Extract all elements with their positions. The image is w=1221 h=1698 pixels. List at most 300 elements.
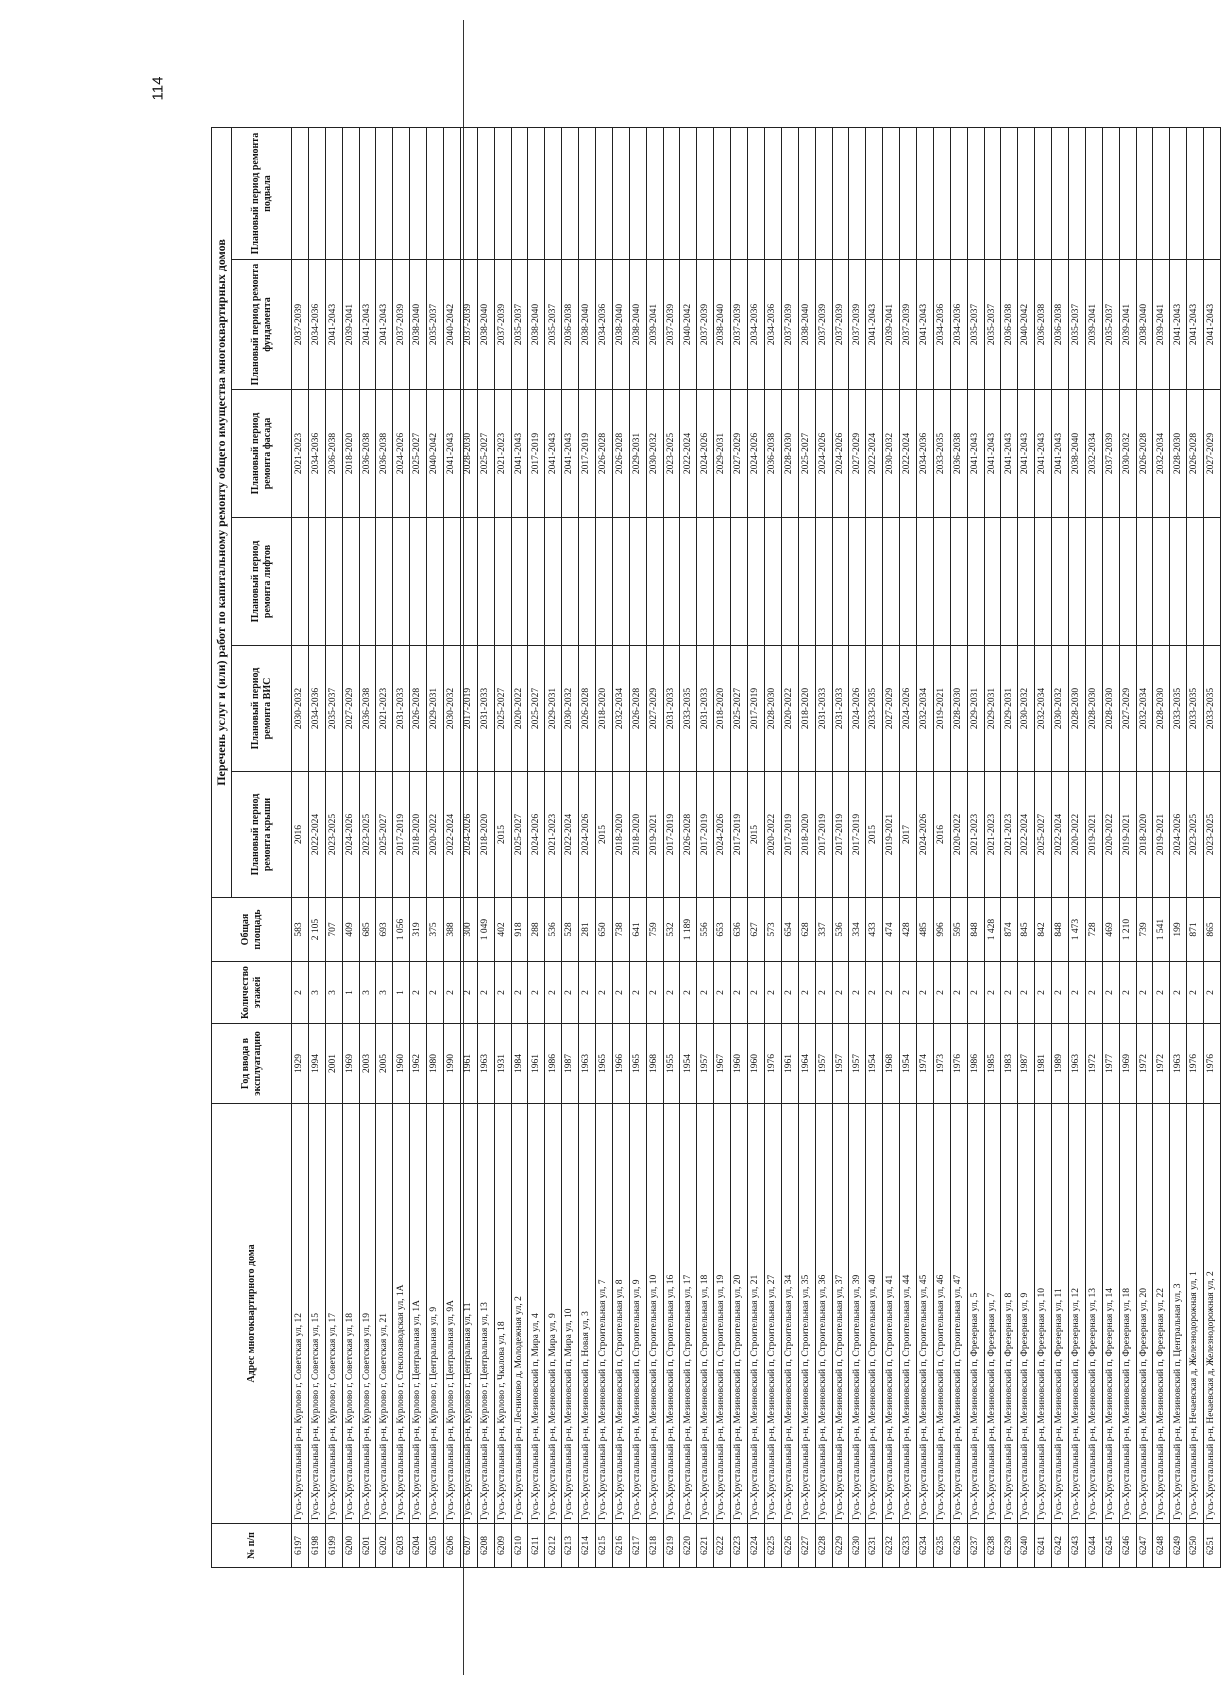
cell-lift xyxy=(1001,518,1018,646)
cell-floors: 3 xyxy=(359,962,376,1024)
cell-facade: 2027-2029 xyxy=(731,390,748,518)
cell-address: Гусь-Хрустальный р-н, Мезиновский п, Мира ул, 9 xyxy=(545,1104,562,1524)
cell-address: Гусь-Хрустальный р-н, Мезиновский п, Строительная ул, 40 xyxy=(866,1104,883,1524)
cell-area: 1 189 xyxy=(680,898,697,962)
cell-num: 6211 xyxy=(528,1524,545,1568)
cell-vis: 2027-2029 xyxy=(1119,646,1136,772)
cell-roof: 2021-2023 xyxy=(1001,772,1018,898)
cell-lift xyxy=(292,518,309,646)
cell-num: 6206 xyxy=(444,1524,461,1568)
cell-num: 6236 xyxy=(950,1524,967,1568)
cell-num: 6213 xyxy=(562,1524,579,1568)
cell-vis: 2029-2031 xyxy=(1001,646,1018,772)
cell-basement xyxy=(1153,128,1170,260)
cell-num: 6207 xyxy=(460,1524,477,1568)
cell-floors: 2 xyxy=(612,962,629,1024)
cell-year: 1986 xyxy=(545,1024,562,1104)
cell-foundation: 2036-2038 xyxy=(1035,260,1052,390)
cell-year: 1960 xyxy=(393,1024,410,1104)
cell-roof: 2016 xyxy=(933,772,950,898)
cell-basement xyxy=(579,128,596,260)
table-row xyxy=(1204,128,1221,1568)
cell-foundation: 2041-2043 xyxy=(325,260,342,390)
cell-vis: 2033-2035 xyxy=(866,646,883,772)
cell-year: 1960 xyxy=(748,1024,765,1104)
cell-lift xyxy=(1170,518,1187,646)
cell-vis: 2020-2022 xyxy=(511,646,528,772)
cell-num: 6216 xyxy=(612,1524,629,1568)
cell-foundation: 2037-2039 xyxy=(832,260,849,390)
cell-area: 739 xyxy=(1136,898,1153,962)
cell-vis: 2031-2033 xyxy=(815,646,832,772)
cell-vis: 2017-2019 xyxy=(460,646,477,772)
cell-basement xyxy=(680,128,697,260)
cell-area: 474 xyxy=(883,898,900,962)
cell-vis: 2030-2032 xyxy=(444,646,461,772)
cell-lift xyxy=(1085,518,1102,646)
cell-lift xyxy=(967,518,984,646)
cell-basement xyxy=(697,128,714,260)
cell-basement xyxy=(376,128,393,260)
cell-roof: 2022-2024 xyxy=(1018,772,1035,898)
cell-vis: 2030-2032 xyxy=(1018,646,1035,772)
cell-address: Гусь-Хрустальный р-н, Нечаевская д, Железнодорожная ул, 2 xyxy=(1204,1104,1221,1524)
cell-num: 6243 xyxy=(1068,1524,1085,1568)
cell-basement xyxy=(1170,128,1187,260)
cell-vis: 2032-2034 xyxy=(612,646,629,772)
table-row xyxy=(798,128,815,1568)
cell-facade: 2017-2019 xyxy=(579,390,596,518)
cell-foundation: 2039-2041 xyxy=(1119,260,1136,390)
cell-roof: 2024-2026 xyxy=(579,772,596,898)
cell-area: 485 xyxy=(916,898,933,962)
cell-basement xyxy=(798,128,815,260)
cell-roof: 2019-2021 xyxy=(883,772,900,898)
cell-lift xyxy=(764,518,781,646)
cell-floors: 2 xyxy=(849,962,866,1024)
cell-year: 1931 xyxy=(494,1024,511,1104)
cell-facade: 2032-2034 xyxy=(1085,390,1102,518)
cell-address: Гусь-Хрустальный р-н, Мезиновский п, Строительная ул, 45 xyxy=(916,1104,933,1524)
cell-address: Гусь-Хрустальный р-н, Мезиновский п, Мира ул, 10 xyxy=(562,1104,579,1524)
cell-area: 334 xyxy=(849,898,866,962)
cell-roof: 2015 xyxy=(748,772,765,898)
cell-roof: 2020-2022 xyxy=(950,772,967,898)
cell-vis: 2028-2030 xyxy=(1102,646,1119,772)
cell-area: 636 xyxy=(731,898,748,962)
cell-lift xyxy=(460,518,477,646)
cell-roof: 2017-2019 xyxy=(731,772,748,898)
cell-facade: 2029-2031 xyxy=(629,390,646,518)
cell-basement xyxy=(494,128,511,260)
cell-num: 6240 xyxy=(1018,1524,1035,1568)
cell-roof: 2017-2019 xyxy=(663,772,680,898)
cell-basement xyxy=(883,128,900,260)
cell-num: 6222 xyxy=(714,1524,731,1568)
cell-basement xyxy=(764,128,781,260)
cell-foundation: 2034-2036 xyxy=(950,260,967,390)
cell-roof: 2018-2020 xyxy=(612,772,629,898)
cell-year: 1983 xyxy=(1001,1024,1018,1104)
table-row xyxy=(376,128,393,1568)
cell-vis: 2024-2026 xyxy=(900,646,917,772)
cell-vis: 2031-2033 xyxy=(477,646,494,772)
cell-lift xyxy=(342,518,359,646)
cell-area: 738 xyxy=(612,898,629,962)
cell-facade: 2021-2023 xyxy=(292,390,309,518)
cell-year: 1961 xyxy=(528,1024,545,1104)
cell-year: 1957 xyxy=(815,1024,832,1104)
cell-num: 6219 xyxy=(663,1524,680,1568)
cell-facade: 2038-2040 xyxy=(1068,390,1085,518)
cell-address: Гусь-Хрустальный р-н, Мезиновский п, Фрезерная ул, 9 xyxy=(1018,1104,1035,1524)
cell-vis: 2028-2030 xyxy=(1068,646,1085,772)
cell-floors: 2 xyxy=(1035,962,1052,1024)
cell-num: 6210 xyxy=(511,1524,528,1568)
cell-vis: 2029-2031 xyxy=(967,646,984,772)
cell-vis: 2036-2038 xyxy=(359,646,376,772)
cell-facade: 2023-2025 xyxy=(663,390,680,518)
cell-address: Гусь-Хрустальный р-н, Нечаевская д, Железнодорожная ул, 1 xyxy=(1187,1104,1204,1524)
cell-basement xyxy=(596,128,613,260)
header-lift: Плановый период ремонта лифтов xyxy=(232,518,292,646)
cell-floors: 2 xyxy=(596,962,613,1024)
cell-foundation: 2037-2039 xyxy=(731,260,748,390)
cell-roof: 2023-2025 xyxy=(359,772,376,898)
cell-vis: 2032-2034 xyxy=(916,646,933,772)
cell-address: Гусь-Хрустальный р-н, Мезиновский п, Фрезерная ул, 18 xyxy=(1119,1104,1136,1524)
header-area: Общая площадь xyxy=(212,898,292,962)
table-row xyxy=(849,128,866,1568)
cell-roof: 2022-2024 xyxy=(444,772,461,898)
cell-year: 1976 xyxy=(1204,1024,1221,1104)
cell-foundation: 2035-2037 xyxy=(545,260,562,390)
page-number: 114 xyxy=(149,76,167,101)
cell-address: Гусь-Хрустальный р-н, Мезиновский п, Строительная ул, 20 xyxy=(731,1104,748,1524)
cell-year: 2001 xyxy=(325,1024,342,1104)
table-row xyxy=(933,128,950,1568)
cell-roof: 2017-2019 xyxy=(393,772,410,898)
cell-lift xyxy=(714,518,731,646)
cell-year: 1972 xyxy=(1136,1024,1153,1104)
cell-vis: 2025-2027 xyxy=(731,646,748,772)
cell-year: 1929 xyxy=(292,1024,309,1104)
cell-basement xyxy=(663,128,680,260)
cell-year: 1968 xyxy=(883,1024,900,1104)
cell-num: 6201 xyxy=(359,1524,376,1568)
cell-facade: 2024-2026 xyxy=(748,390,765,518)
cell-vis: 2029-2031 xyxy=(984,646,1001,772)
table-row xyxy=(342,128,359,1568)
cell-vis: 2033-2035 xyxy=(680,646,697,772)
cell-basement xyxy=(1187,128,1204,260)
cell-foundation: 2034-2036 xyxy=(748,260,765,390)
cell-facade: 2018-2020 xyxy=(342,390,359,518)
cell-vis: 2028-2030 xyxy=(1153,646,1170,772)
cell-area: 865 xyxy=(1204,898,1221,962)
cell-vis: 2028-2030 xyxy=(1085,646,1102,772)
cell-basement xyxy=(781,128,798,260)
cell-basement xyxy=(849,128,866,260)
cell-address: Гусь-Хрустальный р-н, Мезиновский п, Фрезерная ул, 12 xyxy=(1068,1104,1085,1524)
cell-area: 573 xyxy=(764,898,781,962)
cell-area: 319 xyxy=(410,898,427,962)
cell-roof: 2025-2027 xyxy=(1035,772,1052,898)
cell-year: 1954 xyxy=(866,1024,883,1104)
cell-address: Гусь-Хрустальный р-н, Мезиновский п, Центральная ул, 3 xyxy=(1170,1104,1187,1524)
cell-floors: 2 xyxy=(1052,962,1069,1024)
cell-facade: 2032-2034 xyxy=(1153,390,1170,518)
cell-lift xyxy=(1018,518,1035,646)
cell-vis: 2030-2032 xyxy=(562,646,579,772)
cell-basement xyxy=(984,128,1001,260)
table-row xyxy=(1119,128,1136,1568)
cell-roof: 2023-2025 xyxy=(325,772,342,898)
cell-foundation: 2036-2038 xyxy=(1052,260,1069,390)
cell-foundation: 2041-2043 xyxy=(1170,260,1187,390)
cell-facade: 2022-2024 xyxy=(900,390,917,518)
cell-facade: 2036-2038 xyxy=(359,390,376,518)
cell-floors: 2 xyxy=(1102,962,1119,1024)
cell-facade: 2037-2039 xyxy=(1102,390,1119,518)
cell-roof: 2018-2020 xyxy=(1136,772,1153,898)
cell-address: Гусь-Хрустальный р-н, Мезиновский п, Фрезерная ул, 13 xyxy=(1085,1104,1102,1524)
cell-foundation: 2039-2041 xyxy=(646,260,663,390)
cell-foundation: 2039-2041 xyxy=(1085,260,1102,390)
table-rotated-container xyxy=(211,128,1221,1568)
cell-area: 375 xyxy=(427,898,444,962)
cell-vis: 2031-2033 xyxy=(697,646,714,772)
cell-facade: 2036-2038 xyxy=(950,390,967,518)
cell-lift xyxy=(663,518,680,646)
cell-address: Гусь-Хрустальный р-н, Мезиновский п, Строительная ул, 9 xyxy=(629,1104,646,1524)
header-num: № п/п xyxy=(212,1524,292,1568)
cell-lift xyxy=(984,518,1001,646)
cell-basement xyxy=(1018,128,1035,260)
table-row xyxy=(967,128,984,1568)
table-row xyxy=(579,128,596,1568)
cell-vis: 2033-2035 xyxy=(1170,646,1187,772)
cell-num: 6238 xyxy=(984,1524,1001,1568)
cell-roof: 2026-2028 xyxy=(680,772,697,898)
cell-roof: 2018-2020 xyxy=(410,772,427,898)
cell-floors: 2 xyxy=(410,962,427,1024)
cell-year: 1990 xyxy=(444,1024,461,1104)
cell-year: 1967 xyxy=(714,1024,731,1104)
cell-facade: 2041-2043 xyxy=(1018,390,1035,518)
table-row xyxy=(477,128,494,1568)
cell-address: Гусь-Хрустальный р-н, Мезиновский п, Фрезерная ул, 11 xyxy=(1052,1104,1069,1524)
cell-address: Гусь-Хрустальный р-н, Курлово г, Советская ул, 15 xyxy=(308,1104,325,1524)
cell-lift xyxy=(1153,518,1170,646)
cell-area: 1 049 xyxy=(477,898,494,962)
cell-area: 1 473 xyxy=(1068,898,1085,962)
cell-basement xyxy=(916,128,933,260)
cell-area: 595 xyxy=(950,898,967,962)
cell-address: Гусь-Хрустальный р-н, Мезиновский п, Строительная ул, 17 xyxy=(680,1104,697,1524)
cell-area: 874 xyxy=(1001,898,1018,962)
cell-area: 685 xyxy=(359,898,376,962)
cell-lift xyxy=(444,518,461,646)
cell-num: 6249 xyxy=(1170,1524,1187,1568)
cell-address: Гусь-Хрустальный р-н, Мезиновский п, Строительная ул, 39 xyxy=(849,1104,866,1524)
cell-year: 1986 xyxy=(967,1024,984,1104)
cell-floors: 2 xyxy=(916,962,933,1024)
cell-lift xyxy=(596,518,613,646)
cell-address: Гусь-Хрустальный р-н, Мезиновский п, Строительная ул, 37 xyxy=(832,1104,849,1524)
cell-lift xyxy=(528,518,545,646)
cell-foundation: 2038-2040 xyxy=(798,260,815,390)
cell-area: 536 xyxy=(832,898,849,962)
cell-lift xyxy=(1119,518,1136,646)
cell-num: 6221 xyxy=(697,1524,714,1568)
cell-facade: 2030-2032 xyxy=(883,390,900,518)
cell-year: 1957 xyxy=(697,1024,714,1104)
cell-lift xyxy=(832,518,849,646)
cell-foundation: 2036-2038 xyxy=(562,260,579,390)
cell-foundation: 2036-2038 xyxy=(1001,260,1018,390)
cell-basement xyxy=(1035,128,1052,260)
cell-floors: 2 xyxy=(781,962,798,1024)
cell-num: 6227 xyxy=(798,1524,815,1568)
cell-basement xyxy=(967,128,984,260)
cell-roof: 2017-2019 xyxy=(832,772,849,898)
cell-roof: 2017-2019 xyxy=(815,772,832,898)
cell-lift xyxy=(933,518,950,646)
table-row xyxy=(1136,128,1153,1568)
cell-area: 199 xyxy=(1170,898,1187,962)
cell-floors: 2 xyxy=(292,962,309,1024)
cell-floors: 2 xyxy=(984,962,1001,1024)
cell-floors: 2 xyxy=(680,962,697,1024)
cell-year: 1976 xyxy=(950,1024,967,1104)
cell-floors: 3 xyxy=(308,962,325,1024)
cell-facade: 2041-2043 xyxy=(511,390,528,518)
cell-facade: 2025-2027 xyxy=(410,390,427,518)
cell-basement xyxy=(528,128,545,260)
cell-year: 1961 xyxy=(460,1024,477,1104)
cell-year: 1964 xyxy=(798,1024,815,1104)
cell-floors: 2 xyxy=(427,962,444,1024)
cell-year: 2003 xyxy=(359,1024,376,1104)
cell-foundation: 2039-2041 xyxy=(342,260,359,390)
cell-year: 1987 xyxy=(1018,1024,1035,1104)
cell-lift xyxy=(916,518,933,646)
cell-foundation: 2037-2039 xyxy=(663,260,680,390)
cell-address: Гусь-Хрустальный р-н, Мезиновский п, Строительная ул, 35 xyxy=(798,1104,815,1524)
cell-area: 996 xyxy=(933,898,950,962)
header-vis: Плановый период ремонта ВИС xyxy=(232,646,292,772)
header-facade: Плановый период ремонта фасада xyxy=(232,390,292,518)
cell-floors: 2 xyxy=(528,962,545,1024)
cell-lift xyxy=(579,518,596,646)
cell-facade: 2041-2043 xyxy=(562,390,579,518)
cell-lift xyxy=(325,518,342,646)
cell-foundation: 2039-2041 xyxy=(1153,260,1170,390)
cell-address: Гусь-Хрустальный р-н, Мезиновский п, Строительная ул, 19 xyxy=(714,1104,731,1524)
cell-year: 1980 xyxy=(427,1024,444,1104)
cell-num: 6212 xyxy=(545,1524,562,1568)
cell-lift xyxy=(410,518,427,646)
cell-basement xyxy=(1136,128,1153,260)
cell-facade: 2036-2038 xyxy=(376,390,393,518)
cell-address: Гусь-Хрустальный р-н, Курлово г, Советская ул, 17 xyxy=(325,1104,342,1524)
cell-num: 6241 xyxy=(1035,1524,1052,1568)
cell-lift xyxy=(1068,518,1085,646)
cell-year: 1987 xyxy=(562,1024,579,1104)
cell-floors: 2 xyxy=(1018,962,1035,1024)
cell-foundation: 2040-2042 xyxy=(680,260,697,390)
cell-year: 1989 xyxy=(1052,1024,1069,1104)
cell-address: Гусь-Хрустальный р-н, Курлово г, Советская ул, 19 xyxy=(359,1104,376,1524)
table-row xyxy=(731,128,748,1568)
cell-floors: 2 xyxy=(832,962,849,1024)
cell-lift xyxy=(883,518,900,646)
cell-address: Гусь-Хрустальный р-н, Мезиновский п, Фрезерная ул, 5 xyxy=(967,1104,984,1524)
table-row xyxy=(866,128,883,1568)
cell-lift xyxy=(748,518,765,646)
cell-floors: 1 xyxy=(342,962,359,1024)
table-row xyxy=(1001,128,1018,1568)
repair-schedule-table xyxy=(211,127,1221,1568)
cell-num: 6230 xyxy=(849,1524,866,1568)
cell-floors: 2 xyxy=(815,962,832,1024)
cell-vis: 2018-2020 xyxy=(596,646,613,772)
cell-lift xyxy=(1102,518,1119,646)
cell-lift xyxy=(545,518,562,646)
cell-facade: 2030-2032 xyxy=(646,390,663,518)
cell-floors: 2 xyxy=(798,962,815,1024)
cell-facade: 2036-2038 xyxy=(764,390,781,518)
cell-facade: 2025-2027 xyxy=(477,390,494,518)
cell-basement xyxy=(900,128,917,260)
cell-foundation: 2041-2043 xyxy=(359,260,376,390)
cell-floors: 3 xyxy=(376,962,393,1024)
table-row xyxy=(596,128,613,1568)
cell-basement xyxy=(612,128,629,260)
table-row xyxy=(900,128,917,1568)
table-row xyxy=(1187,128,1204,1568)
cell-area: 845 xyxy=(1018,898,1035,962)
cell-floors: 2 xyxy=(562,962,579,1024)
cell-address: Гусь-Хрустальный р-н, Курлово г, Чкалова ул, 18 xyxy=(494,1104,511,1524)
cell-foundation: 2035-2037 xyxy=(1068,260,1085,390)
cell-roof: 2017-2019 xyxy=(781,772,798,898)
cell-area: 693 xyxy=(376,898,393,962)
cell-num: 6244 xyxy=(1085,1524,1102,1568)
cell-vis: 2020-2022 xyxy=(781,646,798,772)
cell-year: 1966 xyxy=(612,1024,629,1104)
cell-address: Гусь-Хрустальный р-н, Мезиновский п, Строительная ул, 47 xyxy=(950,1104,967,1524)
cell-area: 469 xyxy=(1102,898,1119,962)
cell-year: 1963 xyxy=(579,1024,596,1104)
cell-area: 759 xyxy=(646,898,663,962)
cell-floors: 2 xyxy=(545,962,562,1024)
cell-address: Гусь-Хрустальный р-н, Мезиновский п, Строительная ул, 46 xyxy=(933,1104,950,1524)
cell-foundation: 2041-2043 xyxy=(866,260,883,390)
cell-basement xyxy=(933,128,950,260)
cell-basement xyxy=(325,128,342,260)
cell-num: 6218 xyxy=(646,1524,663,1568)
cell-foundation: 2034-2036 xyxy=(596,260,613,390)
cell-foundation: 2039-2041 xyxy=(883,260,900,390)
cell-roof: 2017-2019 xyxy=(697,772,714,898)
cell-vis: 2033-2035 xyxy=(1187,646,1204,772)
cell-floors: 2 xyxy=(1001,962,1018,1024)
cell-foundation: 2041-2043 xyxy=(376,260,393,390)
cell-floors: 1 xyxy=(393,962,410,1024)
cell-foundation: 2037-2039 xyxy=(815,260,832,390)
